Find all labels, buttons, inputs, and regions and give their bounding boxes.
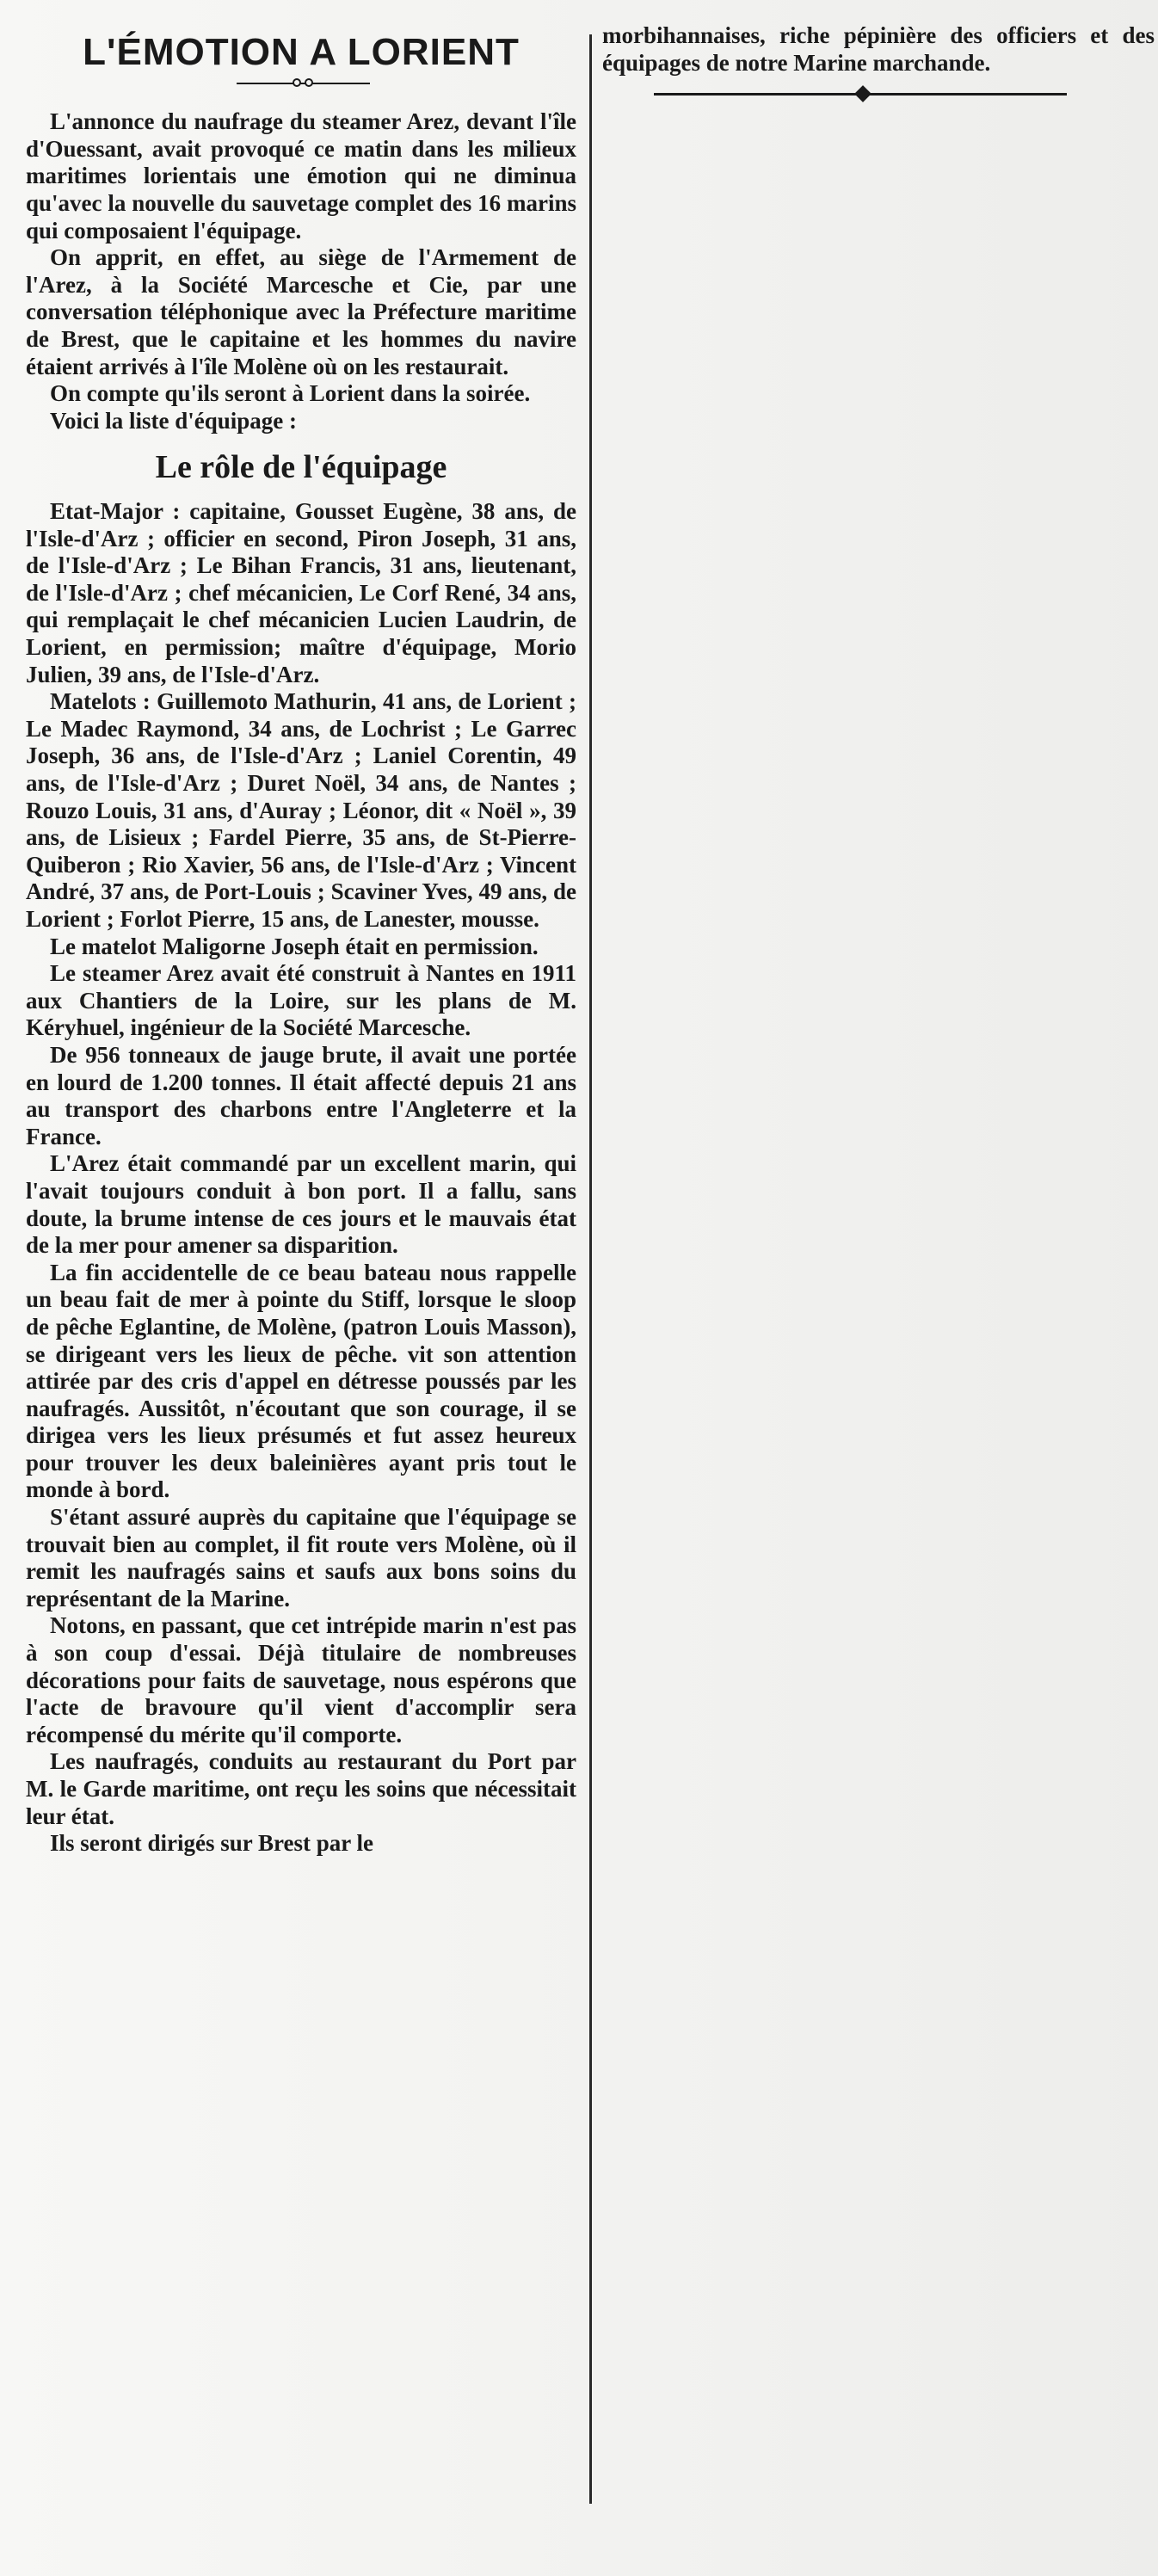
paragraph-molene: S'étant assuré auprès du capitaine que l'équipage se trouvait bien au complet, il fit route vers Molène, où il remit les naufragés sains et saufs aux bons soins du représentant de la Marine.	[26, 1504, 576, 1612]
paragraph-list-intro: Voici la liste d'équipage :	[50, 407, 298, 434]
paragraph-construction: Le steamer Arez avait été construit à Nantes en 1911 aux Chantiers de la Loire, sur les plans de M. Kéryhuel, ingénieur de la Société Marcesche.	[26, 960, 576, 1041]
section-subheading: Le rôle de l'équipage	[155, 449, 447, 486]
paragraph-decorations: Notons, en passant, que cet intrépide marin n'est pas à son coup d'essai. Déjà titulaire de nombreuses décorations pour faits de sauvetage, nous espérons que l'acte de bravoure qu'il vient d'accomplir sera récompensé du mérite qu'il comporte.	[26, 1612, 576, 1747]
paragraph-intro: L'annonce du naufrage du steamer Arez, devant l'île d'Ouessant, avait provoqué ce matin dans les milieux maritimes lorientais une émotion qui ne diminua qu'avec la nouvelle du sauvetage complet des 16 marins qui composaient l'équipage.	[26, 108, 576, 243]
article-column-left	[26, 33, 576, 1858]
paragraph-continuation: morbihannaises, riche pépinière des officiers et des équipages de notre Marine marchande.	[602, 22, 1155, 76]
headline-ornament	[26, 74, 576, 93]
column-divider	[589, 34, 592, 2504]
article-end-rule	[602, 85, 1155, 102]
paragraph-eglantine: La fin accidentelle de ce beau bateau nous rappelle un beau fait de mer à pointe du Stiff, lorsque le sloop de pêche Eglantine, de Molène, (patron Louis Masson), se dirigeant vers les lieux de pêche. vit son attention attirée par des cris d'appel en détresse poussés par les naufragés. Aussitôt, n'écoutant que son courage, il se dirigea vers les lieux présumés et fut assez heureux pour trouver les deux baleinières ayant pris tout le monde à bord.	[26, 1259, 576, 1503]
paragraph-permission: Le matelot Maligorne Joseph était en permission.	[50, 933, 539, 959]
paragraph-lorient-arrival: On compte qu'ils seront à Lorient dans la soirée.	[50, 380, 531, 407]
paragraph-commandant: L'Arez était commandé par un excellent marin, qui l'avait toujours conduit à bon port. Il a fallu, sans doute, la brume intense de ces jours et le mauvais état de la mer pour amener sa disparition.	[26, 1150, 576, 1259]
paragraph-restaurant: Les naufragés, conduits au restaurant du Port par M. le Garde maritime, ont reçu les soins que nécessitait leur état.	[26, 1748, 576, 1829]
paragraph-armement: On apprit, en effet, au siège de l'Armement de l'Arez, à la Société Marcesche et Cie, par une conversation téléphonique avec la Préfecture maritime de Brest, que le capitaine et les hommes du navire étaient arrivés à l'île Molène où on les restaurait.	[26, 244, 576, 379]
paragraph-tonnage: De 956 tonneaux de jauge brute, il avait une portée en lourd de 1.200 tonnes. Il était affecté depuis 21 ans au transport des charbons entre l'Angleterre et la France.	[26, 1041, 576, 1149]
paragraph-brest: Ils seront dirigés sur Brest par le	[50, 1830, 374, 1857]
article-column-right	[602, 22, 1155, 102]
paragraph-matelots: Matelots : Guillemoto Mathurin, 41 ans, de Lorient ; Le Madec Raymond, 34 ans, de Lochrist ; Le Garrec Joseph, 36 ans, de l'Isle-d'Arz ; Laniel Corentin, 49 ans, de l'Isle-d'Arz ; Duret Noël, 34 ans, de Nantes ; Rouzo Louis, 31 ans, d'Auray ; Léonor, dit « Noël », 39 ans, de Lisieux ; Fardel Pierre, 35 ans, de St-Pierre-Quiberon ; Rio Xavier, 56 ans, de l'Isle-d'Arz ; Vincent André, 37 ans, de Port-Louis ; Scaviner Yves, 49 ans, de Lorient ; Forlot Pierre, 15 ans, de Lanester, mousse.	[26, 688, 576, 933]
article-headline: L'ÉMOTION A LORIENT	[83, 31, 520, 73]
paragraph-etat-major: Etat-Major : capitaine, Gousset Eugène, 38 ans, de l'Isle-d'Arz ; officier en second, Piron Joseph, 31 ans, de l'Isle-d'Arz ; Le Bihan Francis, 31 ans, lieutenant, de l'Isle-d'Arz ; chef mécanicien, Le Corf René, 34 ans, qui remplaçait le chef mécanicien Lucien Laudrin, de Lorient, en permission; maître d'équipage, Morio Julien, 39 ans, de l'Isle-d'Arz.	[26, 498, 576, 687]
